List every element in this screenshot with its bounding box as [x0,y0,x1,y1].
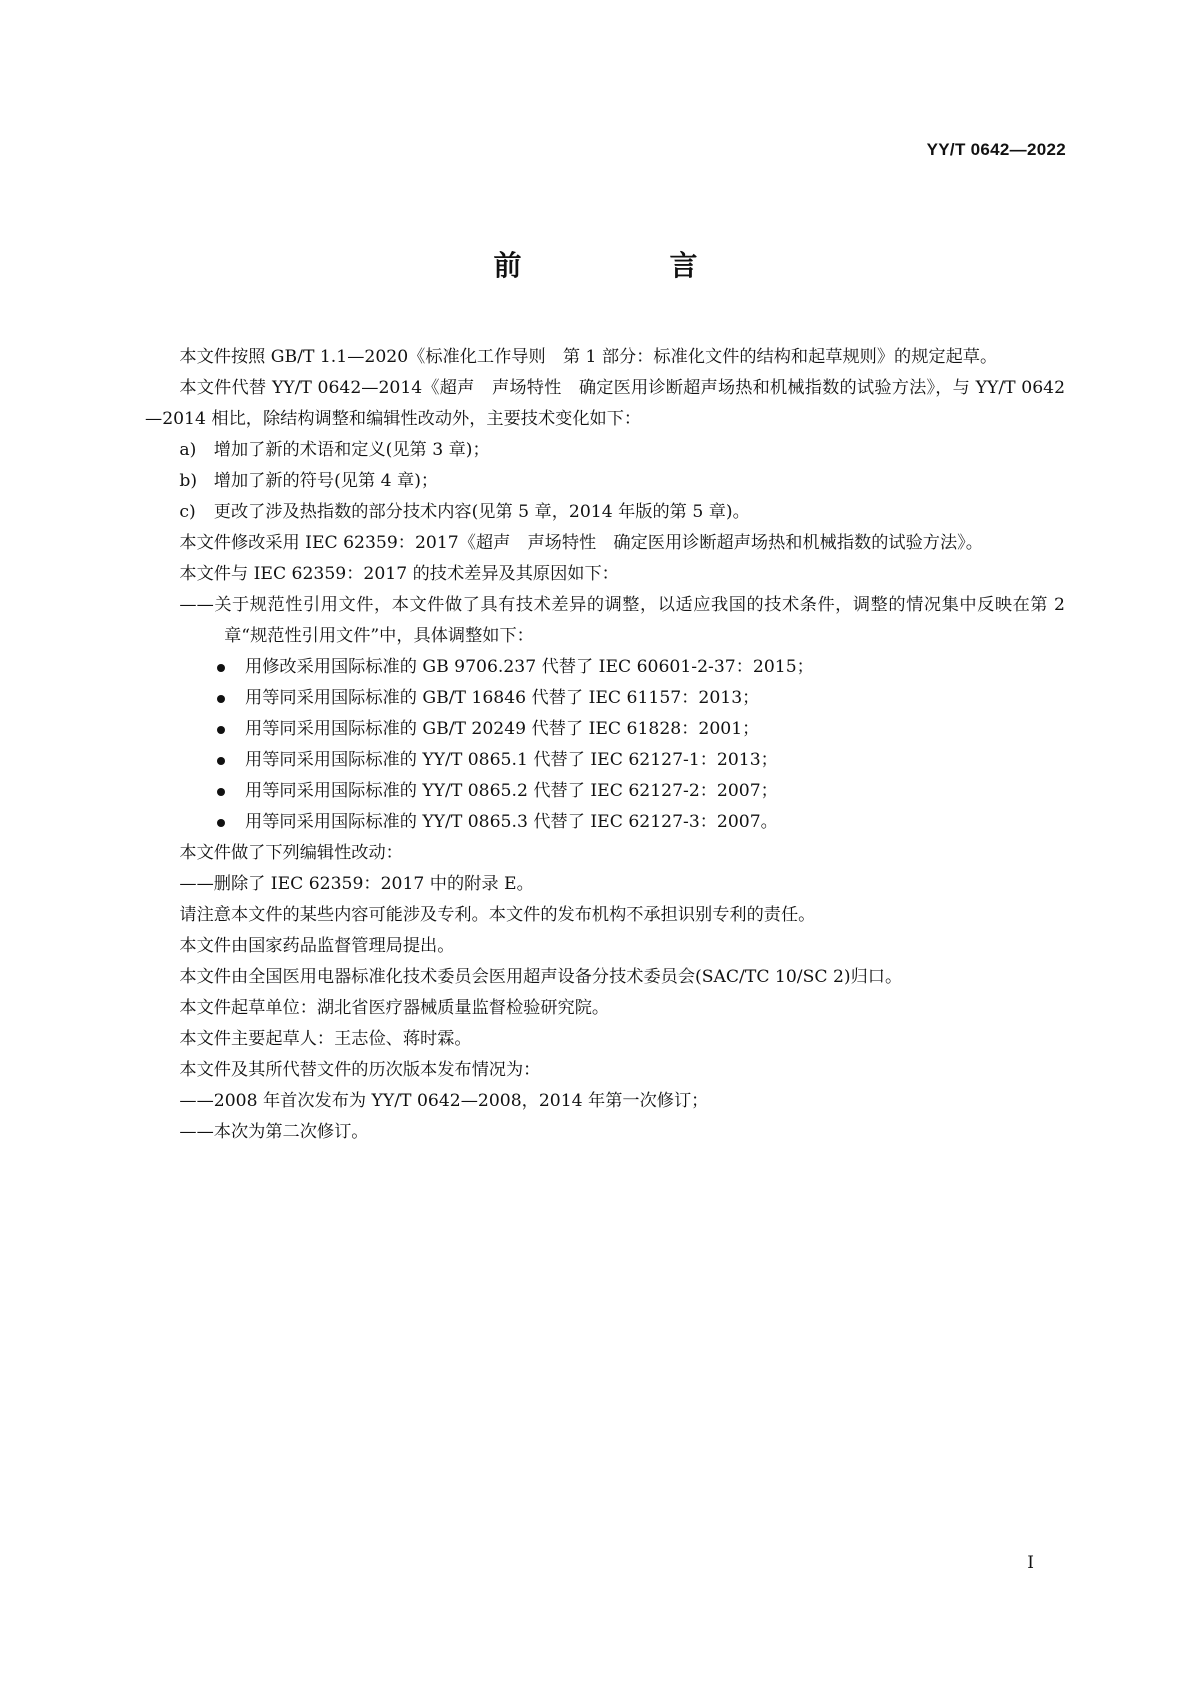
bullet-dot-icon [217,819,225,827]
paragraph-replacement: 本文件代替 YY/T 0642—2014《超声 声场特性 确定医用诊断超声场热和机械指数的试验方法》，与 YY/T 0642—2014 相比，除结构调整和编辑性改动外，主要技术变化如下： [145,378,1065,429]
bullet-item-text: 用等同采用国际标准的 YY/T 0865.1 代替了 IEC 62127-1：2013； [245,750,778,770]
bullet-item [145,807,1065,838]
bullet-dot-icon [217,757,225,765]
paragraph-centralized-by: 本文件由全国医用电器标准化技术委员会医用超声设备分技术委员会(SAC/TC 10/SC 2)归口。 [179,967,903,987]
change-item-c-text: 更改了涉及热指数的部分技术内容(见第 5 章，2014 年版的第 5 章)。 [213,502,750,522]
change-item-a-label: a) [179,440,197,460]
bullet-item-text: 用等同采用国际标准的 YY/T 0865.3 代替了 IEC 62127-3：2007。 [245,812,778,832]
page-number: I [1027,1553,1034,1573]
header-doc-code: YY/T 0642—2022 [926,140,1066,159]
document-body [145,342,1065,1148]
dash-item-annex-removed: ——删除了 IEC 62359：2017 中的附录 E。 [179,874,534,894]
bullet-item [145,745,1065,776]
paragraph-technical-differences: 本文件与 IEC 62359：2017 的技术差异及其原因如下： [179,564,619,584]
paragraph-patent-notice: 请注意本文件的某些内容可能涉及专利。本文件的发布机构不承担识别专利的责任。 [179,905,816,925]
page-title: 前 言 [493,249,758,282]
bullet-item [145,714,1065,745]
bullet-dot-icon [217,726,225,734]
bullet-dot-icon [217,664,225,672]
paragraph-editorial-changes: 本文件做了下列编辑性改动： [179,843,403,863]
dash-item-normative-references: ——关于规范性引用文件，本文件做了具有技术差异的调整，以适应我国的技术条件，调整的情况集中反映在第 2 章“规范性引用文件”中，具体调整如下： [179,595,1065,646]
bullet-dot-icon [217,788,225,796]
change-item-b [145,466,1065,497]
paragraph-drafting-unit: 本文件起草单位：湖北省医疗器械质量监督检验研究院。 [179,998,610,1018]
dash-item-history-2008: ——2008 年首次发布为 YY/T 0642—2008，2014 年第一次修订； [179,1091,709,1111]
change-item-b-text: 增加了新的符号(见第 4 章)； [213,471,439,491]
bullet-item [145,652,1065,683]
dash-item-history-current: ——本次为第二次修订。 [179,1122,369,1142]
bullet-item-text: 用等同采用国际标准的 YY/T 0865.2 代替了 IEC 62127-2：2007； [245,781,778,801]
change-item-c [145,497,1065,528]
bullet-item-text: 用修改采用国际标准的 GB 9706.237 代替了 IEC 60601-2-37：2015； [245,657,814,677]
change-item-a-text: 增加了新的术语和定义(见第 3 章)； [213,440,490,460]
change-item-c-label: c) [179,502,196,522]
bullet-dot-icon [217,695,225,703]
bullet-item [145,683,1065,714]
bullet-item-text: 用等同采用国际标准的 GB/T 16846 代替了 IEC 61157：2013； [245,688,760,708]
change-item-b-label: b) [179,471,198,491]
paragraph-proposed-by: 本文件由国家药品监督管理局提出。 [179,936,455,956]
paragraph-drafters: 本文件主要起草人：王志俭、蒋时霖。 [179,1029,472,1049]
paragraph-modified-adoption: 本文件修改采用 IEC 62359：2017《超声 声场特性 确定医用诊断超声场热和机械指数的试验方法》。 [179,533,983,553]
bullet-list-replacements [145,652,1065,838]
bullet-item [145,776,1065,807]
paragraph-drafting-basis: 本文件按照 GB/T 1.1—2020《标准化工作导则 第 1 部分：标准化文件的结构和起草规则》的规定起草。 [179,347,998,367]
bullet-item-text: 用等同采用国际标准的 GB/T 20249 代替了 IEC 61828：2001； [245,719,760,739]
change-item-a [145,435,1065,466]
paragraph-version-history: 本文件及其所代替文件的历次版本发布情况为： [179,1060,541,1080]
